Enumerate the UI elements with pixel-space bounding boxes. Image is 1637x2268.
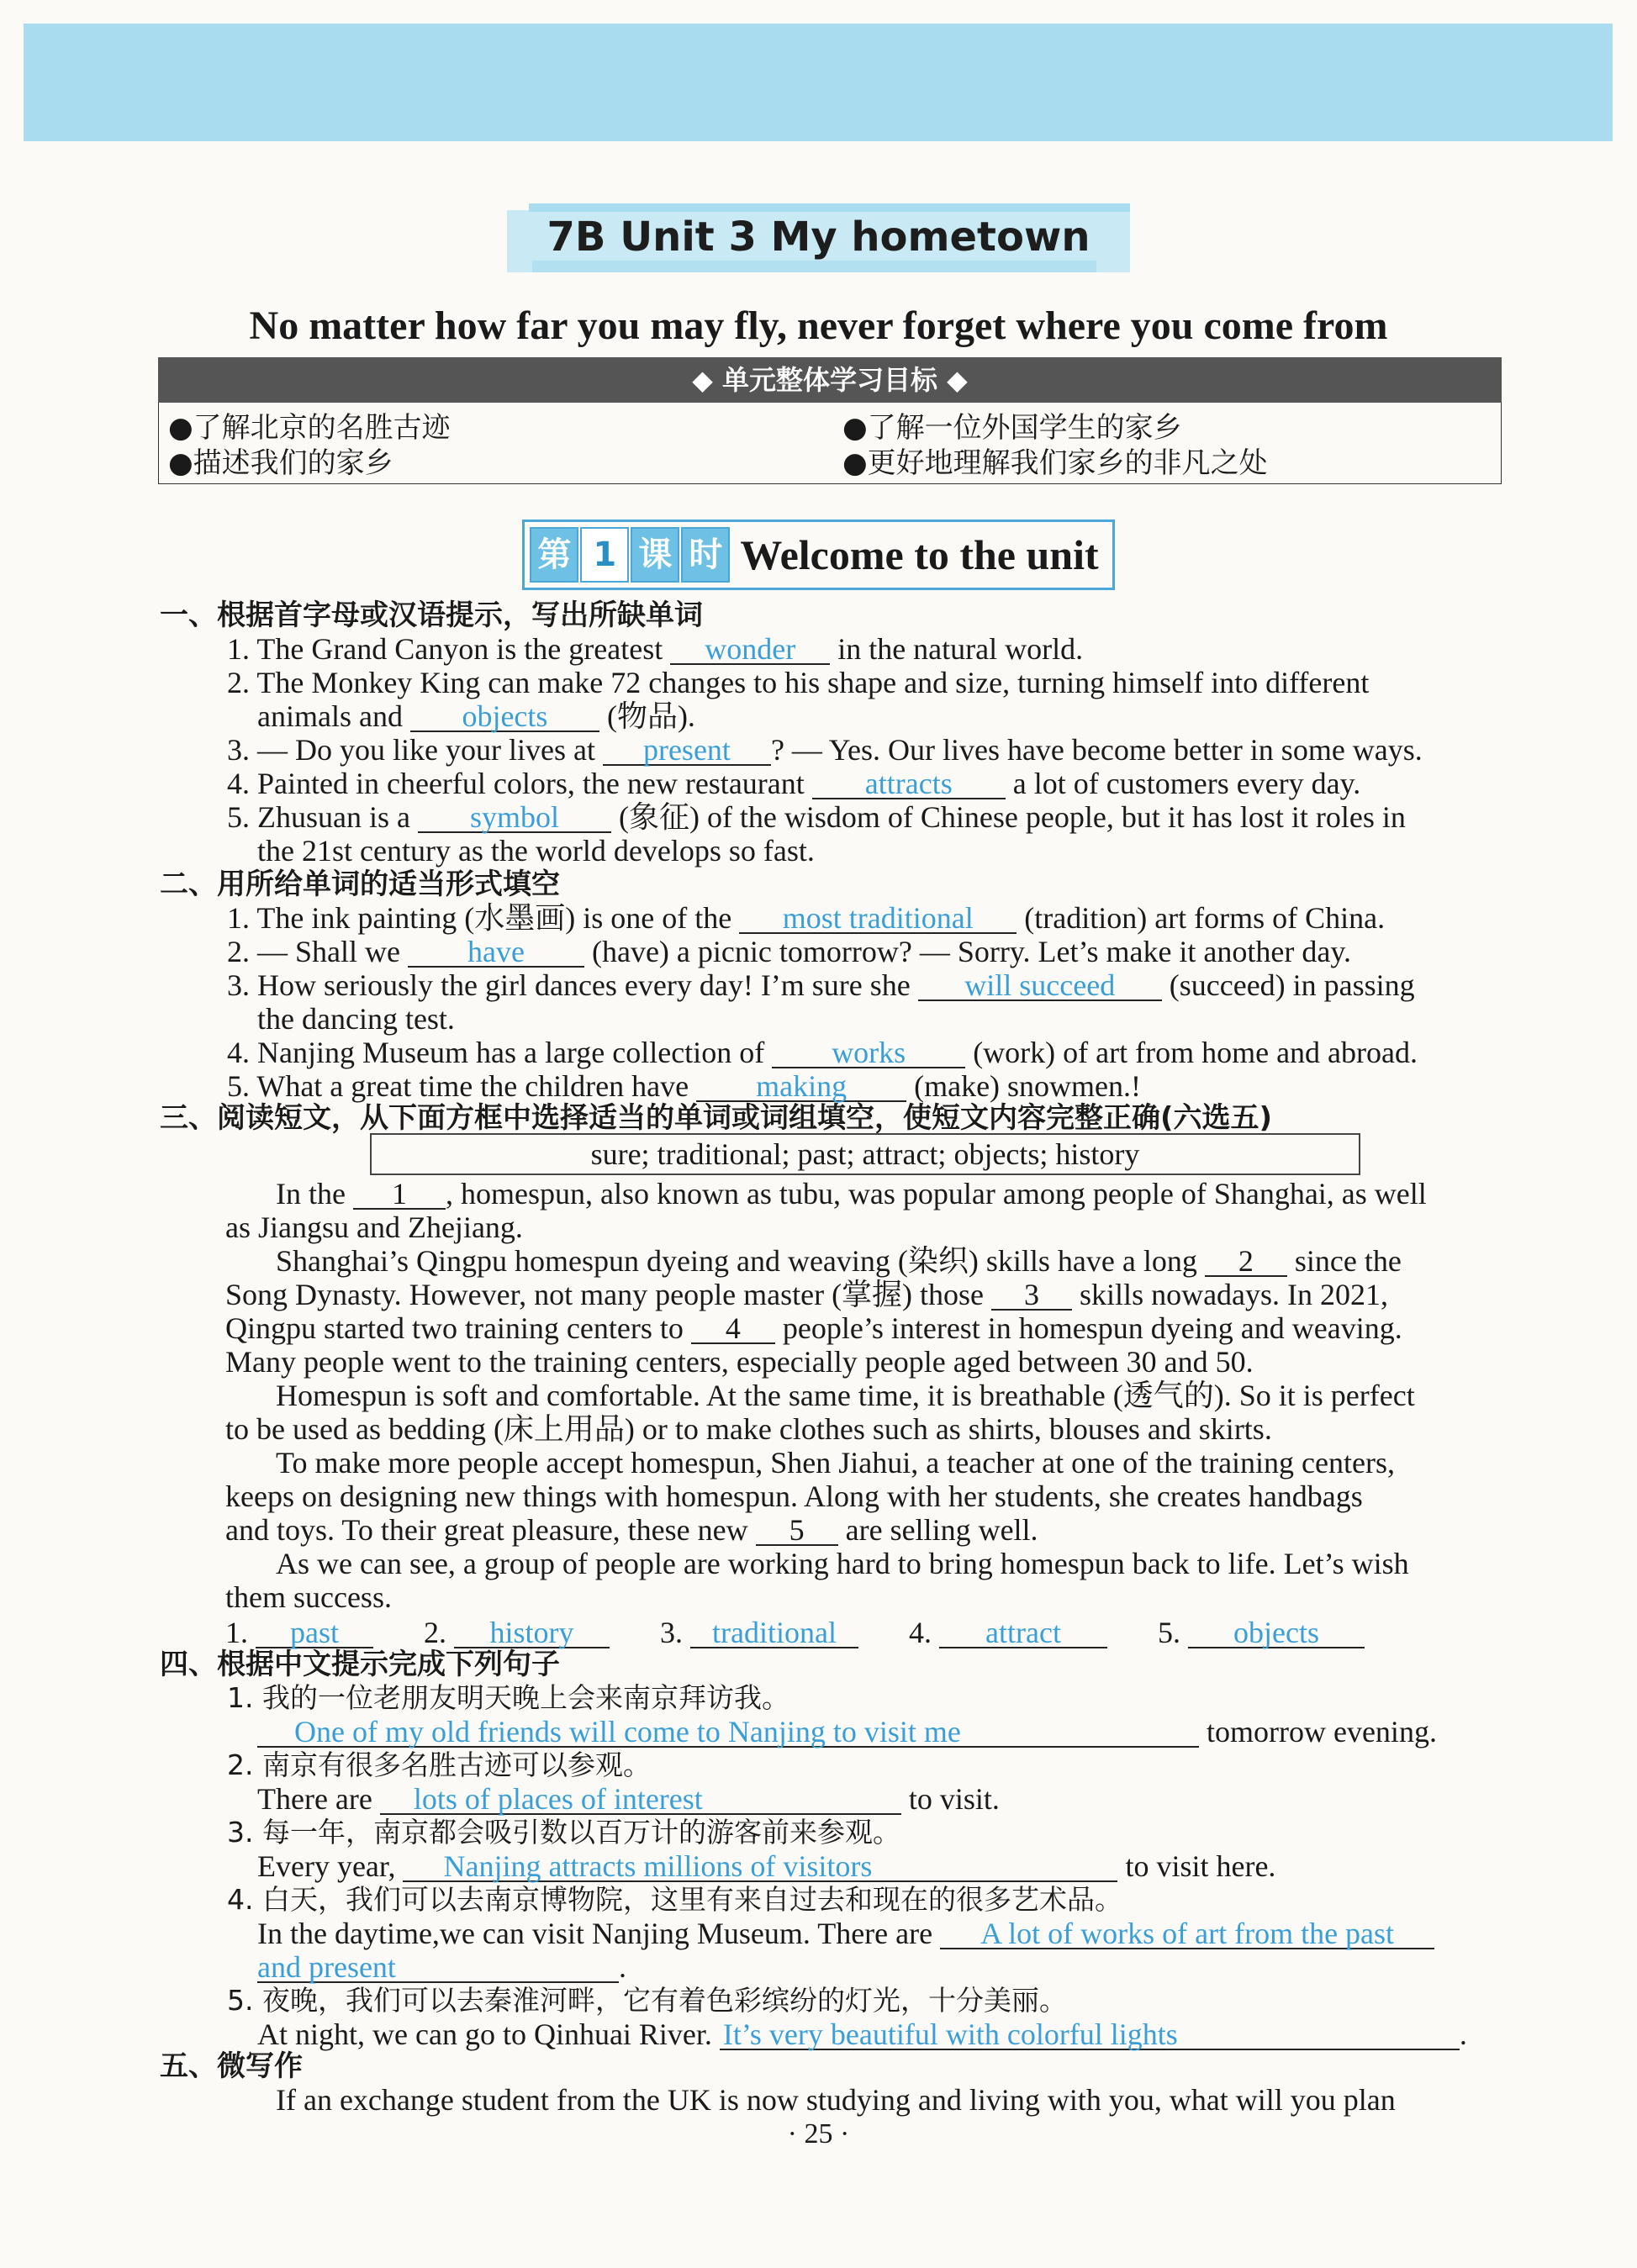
lesson-number: 1 [580,527,629,583]
answer: most traditional [782,901,974,935]
goal-item: ●了解一位外国学生的家乡 [842,411,1182,445]
question-line: 5. Zhusuan is a symbol (象征) of the wisdom of Chinese people, but it has lost it roles in [227,800,1406,834]
passage-line: As we can see, a group of people are working hard to bring homespun back to life. Let’s wish [276,1547,1409,1580]
passage-line: Song Dynasty. However, not many people master (掌握) those 3 skills nowadays. In 2021, [225,1278,1389,1311]
answer: history [489,1616,574,1649]
answer: traditional [712,1616,837,1649]
question-line: the dancing test. [257,1002,455,1036]
answer: have [467,935,525,968]
section-heading: 三、阅读短文，从下面方框中选择适当的单词或词组填空，使短文内容完整正确(六选五) [160,1101,1273,1135]
chinese-prompt: 4. 白天，我们可以去南京博物院，这里有来自过去和现在的很多艺术品。 [227,1883,1122,1916]
section-heading: 四、根据中文提示完成下列句子 [160,1648,560,1681]
answer: It’s very beautiful with colorful lights [722,2017,1178,2051]
lesson-title: Welcome to the unit [740,531,1099,579]
answer: wonder [705,632,796,666]
passage-line: To make more people accept homespun, Shen Jiahui, a teacher at one of the training centers, [276,1446,1395,1479]
question-line: One of my old friends will come to Nanjing to visit me tomorrow evening. [257,1715,1437,1748]
answer: objects [1233,1616,1319,1649]
question-line: 3. How seriously the girl dances every day! I’m sure she will succeed (succeed) in passing [227,968,1415,1002]
chinese-prompt: 5. 夜晚，我们可以去秦淮河畔，它有着色彩缤纷的灯光，十分美丽。 [227,1984,1067,2017]
passage-line: Shanghai’s Qingpu homespun dyeing and weaving (染织) skills have a long 2 since the [276,1244,1402,1278]
lesson-title-box [522,520,1114,590]
word-options-box: sure; traditional; past; attract; objects; history [370,1133,1360,1175]
question-line: There are lots of places of interest to visit. [257,1782,1000,1816]
answer: and present [257,1950,396,1984]
question-line: At night, we can go to Qinhuai River. It’s very beautiful with colorful lights . [257,2017,1467,2051]
answer: making [756,1069,848,1103]
section-heading: 二、用所给单词的适当形式填空 [160,868,560,901]
question-line: 2. — Shall we have (have) a picnic tomorrow? — Sorry. Let’s make it another day. [227,935,1352,968]
passage-line: as Jiangsu and Zhejiang. [225,1210,523,1244]
question-line: 4. Nanjing Museum has a large collection of works (work) of art from home and abroad. [227,1036,1418,1069]
lesson-char: 时 [681,527,730,583]
passage-line: keeps on designing new things with homespun. Along with her students, she creates handbags [225,1479,1363,1513]
lesson-char: 第 [530,527,578,583]
learning-goals-header: ◆ 单元整体学习目标 ◆ [158,357,1502,403]
section-heading: 五、微写作 [160,2049,303,2083]
question-line: and present . [257,1950,626,1984]
passage-line: Qingpu started two training centers to 4 people’s interest in homespun dyeing and weaving. [225,1311,1402,1345]
answer: Nanjing attracts millions of visitors [443,1849,873,1883]
answer-row: 1. past 2. history 3. traditional 4. attract 5. objects [225,1616,1365,1649]
answer: works [832,1036,906,1069]
answer: objects [462,699,548,733]
question-line: In the daytime,we can visit Nanjing Museum. There are A lot of works of art from the past [257,1917,1434,1950]
passage-line: them success. [225,1580,392,1614]
section-heading: 一、根据首字母或汉语提示，写出所缺单词 [160,599,703,632]
passage-line: Many people went to the training centers, especially people aged between 30 and 50. [225,1345,1254,1379]
answer: past [290,1616,339,1649]
unit-motto: No matter how far you may fly, never forget where you come from [249,303,1388,348]
answer: lots of places of interest [413,1782,703,1816]
question-line: animals and objects (物品). [257,699,695,733]
question-line: the 21st century as the world develops so fast. [257,834,815,868]
passage-line: Homespun is soft and comfortable. At the same time, it is breathable (透气的). So it is perfect [276,1379,1415,1412]
goal-item: ●更好地理解我们家乡的非凡之处 [842,446,1268,480]
page-number: · 25 · [787,2118,850,2149]
passage-line: and toys. To their great pleasure, these new 5 are selling well. [225,1513,1038,1547]
answer: attract [985,1616,1061,1649]
answer: present [642,733,731,767]
question-line: 1. The Grand Canyon is the greatest wonder in the natural world. [227,632,1084,666]
unit-title: 7B Unit 3 My hometown [507,203,1131,272]
chinese-prompt: 1. 我的一位老朋友明天晚上会来南京拜访我。 [227,1681,789,1714]
lesson-char: 课 [631,527,679,583]
chinese-prompt: 3. 每一年，南京都会吸引数以百万计的游客前来参观。 [227,1816,900,1849]
goal-item: ●了解北京的名胜古迹 [168,411,451,445]
question-line: 2. The Monkey King can make 72 changes to his shape and size, turning himself into different [227,666,1370,699]
question-line: 4. Painted in cheerful colors, the new restaurant attracts a lot of customers every day. [227,767,1361,800]
writing-prompt: If an exchange student from the UK is now studying and living with you, what will you plan [276,2083,1396,2117]
answer: will succeed [964,968,1116,1002]
goal-item: ●描述我们的家乡 [168,446,393,480]
answer: symbol [469,800,559,834]
passage-line: In the 1 , homespun, also known as tubu, was popular among people of Shanghai, as well [276,1177,1427,1210]
answer: One of my old friends will come to Nanjing to visit me [294,1715,961,1748]
top-color-band [24,24,1613,141]
question-line: 1. The ink painting (水墨画) is one of the most traditional (tradition) art forms of China. [227,901,1386,935]
question-line: 5. What a great time the children have making (make) snowmen.! [227,1069,1142,1103]
question-line: 3. — Do you like your lives at present ? — Yes. Our lives have become better in some ways. [227,733,1423,767]
question-line: Every year, Nanjing attracts millions of visitors to visit here. [257,1849,1276,1883]
answer: attracts [864,767,953,800]
answer: A lot of works of art from the past [980,1917,1395,1950]
chinese-prompt: 2. 南京有很多名胜古迹可以参观。 [227,1748,651,1781]
passage-line: to be used as bedding (床上用品) or to make clothes such as shirts, blouses and skirts. [225,1412,1272,1446]
